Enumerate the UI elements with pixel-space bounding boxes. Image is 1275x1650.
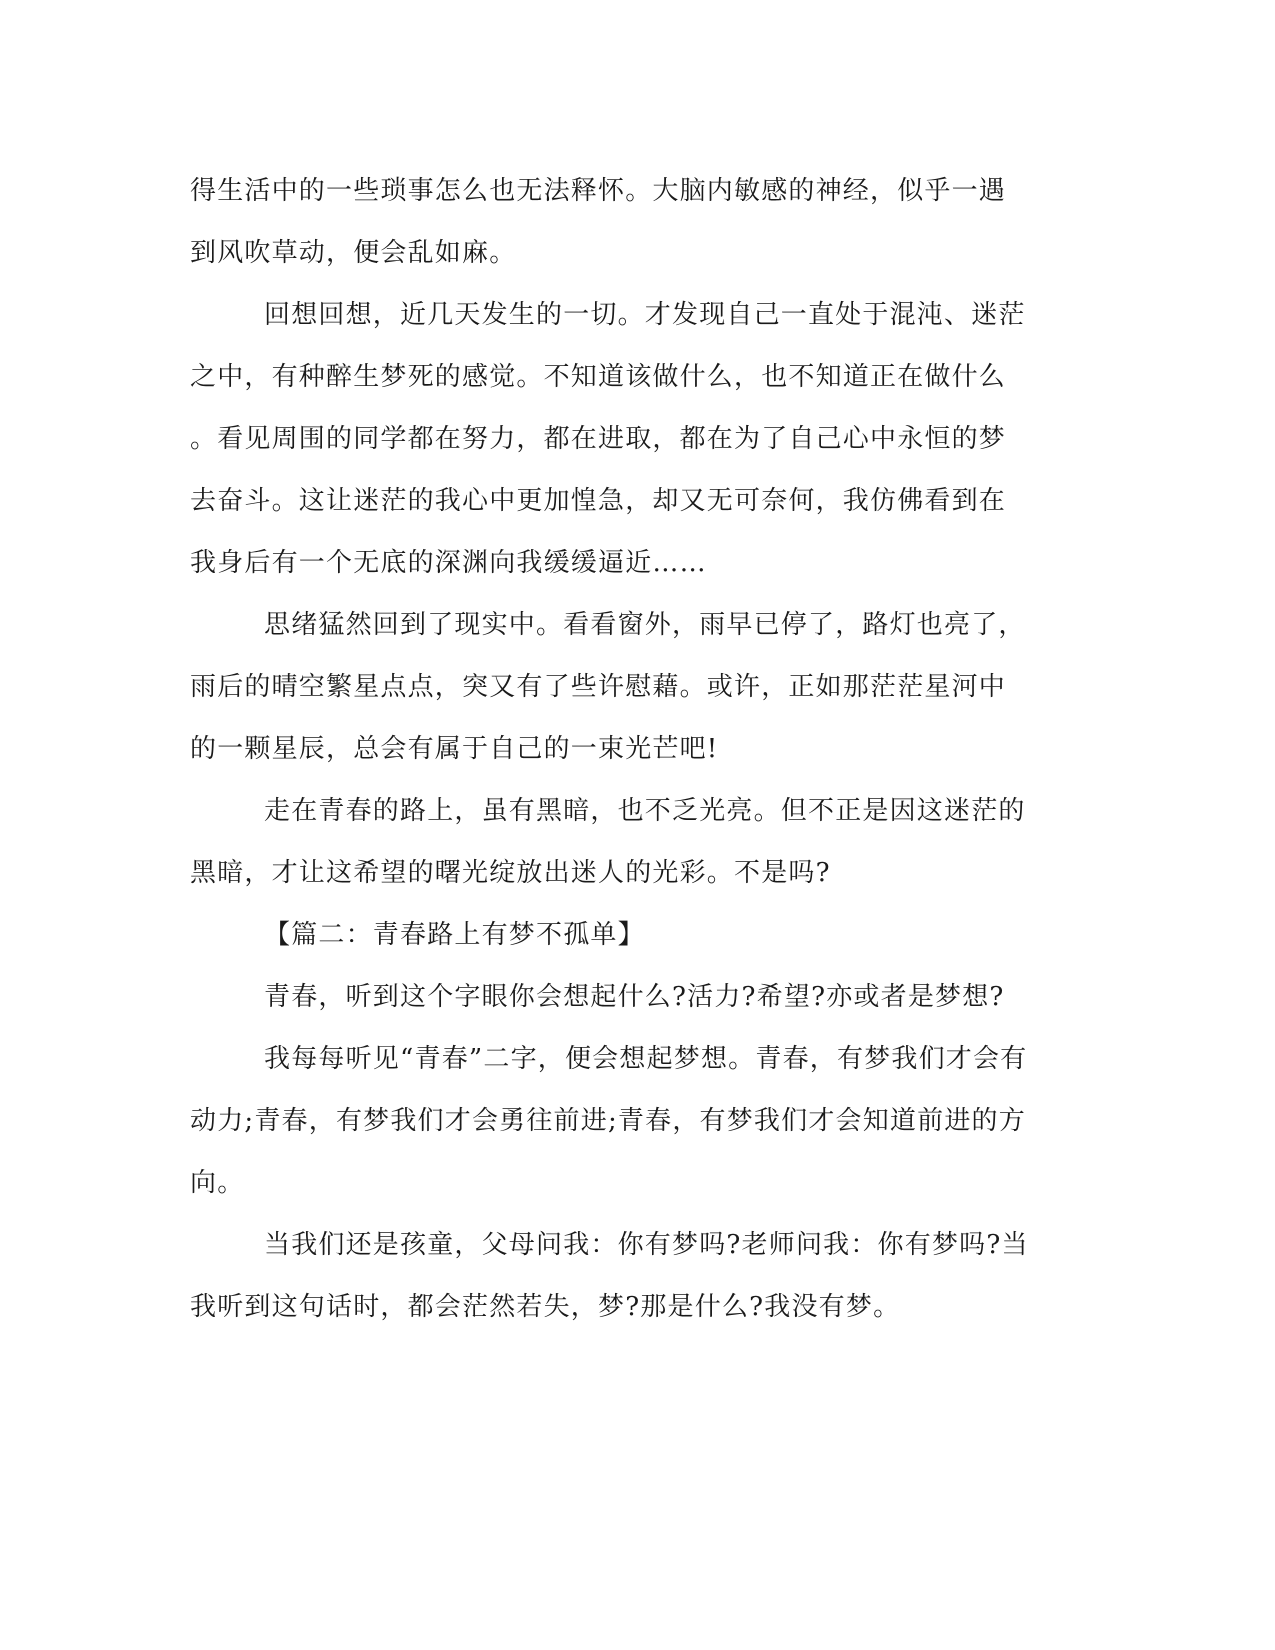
text-line-10: 的一颗星辰，总会有属于自己的一束光芒吧!	[190, 734, 719, 764]
text-line-15: 我每每听见“青春”二字，便会想起梦想。青春，有梦我们才会有	[264, 1044, 1028, 1074]
text-line-17: 向。	[190, 1168, 245, 1198]
text-line-12: 黑暗，才让这希望的曙光绽放出迷人的光彩。不是吗?	[190, 858, 831, 888]
text-line-7: 我身后有一个无底的深渊向我缓缓逼近……	[190, 548, 707, 578]
text-line-19: 我听到这句话时，都会茫然若失，梦?那是什么?我没有梦。	[190, 1292, 901, 1322]
section-heading: 【篇二：青春路上有梦不孤单】	[264, 920, 645, 950]
text-line-18: 当我们还是孩童，父母问我：你有梦吗?老师问我：你有梦吗?当	[264, 1230, 1029, 1260]
text-line-2: 到风吹草动，便会乱如麻。	[190, 238, 517, 268]
text-line-16: 动力;青春，有梦我们才会勇往前进;青春，有梦我们才会知道前进的方	[190, 1106, 1026, 1136]
text-line-1: 得生活中的一些琐事怎么也无法释怀。大脑内敏感的神经，似乎一遇	[190, 176, 1007, 206]
text-line-14: 青春，听到这个字眼你会想起什么?活力?希望?亦或者是梦想?	[264, 982, 1005, 1012]
document-body	[190, 160, 1085, 1338]
text-line-5: 。看见周围的同学都在努力，都在进取，都在为了自己心中永恒的梦	[190, 424, 1007, 454]
text-line-3: 回想回想，近几天发生的一切。才发现自己一直处于混沌、迷茫	[264, 300, 1026, 330]
text-line-9: 雨后的晴空繁星点点，突又有了些许慰藉。或许，正如那茫茫星河中	[190, 672, 1007, 702]
text-line-4: 之中，有种醉生梦死的感觉。不知道该做什么，也不知道正在做什么	[190, 362, 1007, 392]
text-line-11: 走在青春的路上，虽有黑暗，也不乏光亮。但不正是因这迷茫的	[264, 796, 1026, 826]
text-line-6: 去奋斗。这让迷茫的我心中更加惶急，却又无可奈何，我仿佛看到在	[190, 486, 1007, 516]
text-line-8: 思绪猛然回到了现实中。看看窗外，雨早已停了，路灯也亮了，	[264, 610, 1026, 640]
